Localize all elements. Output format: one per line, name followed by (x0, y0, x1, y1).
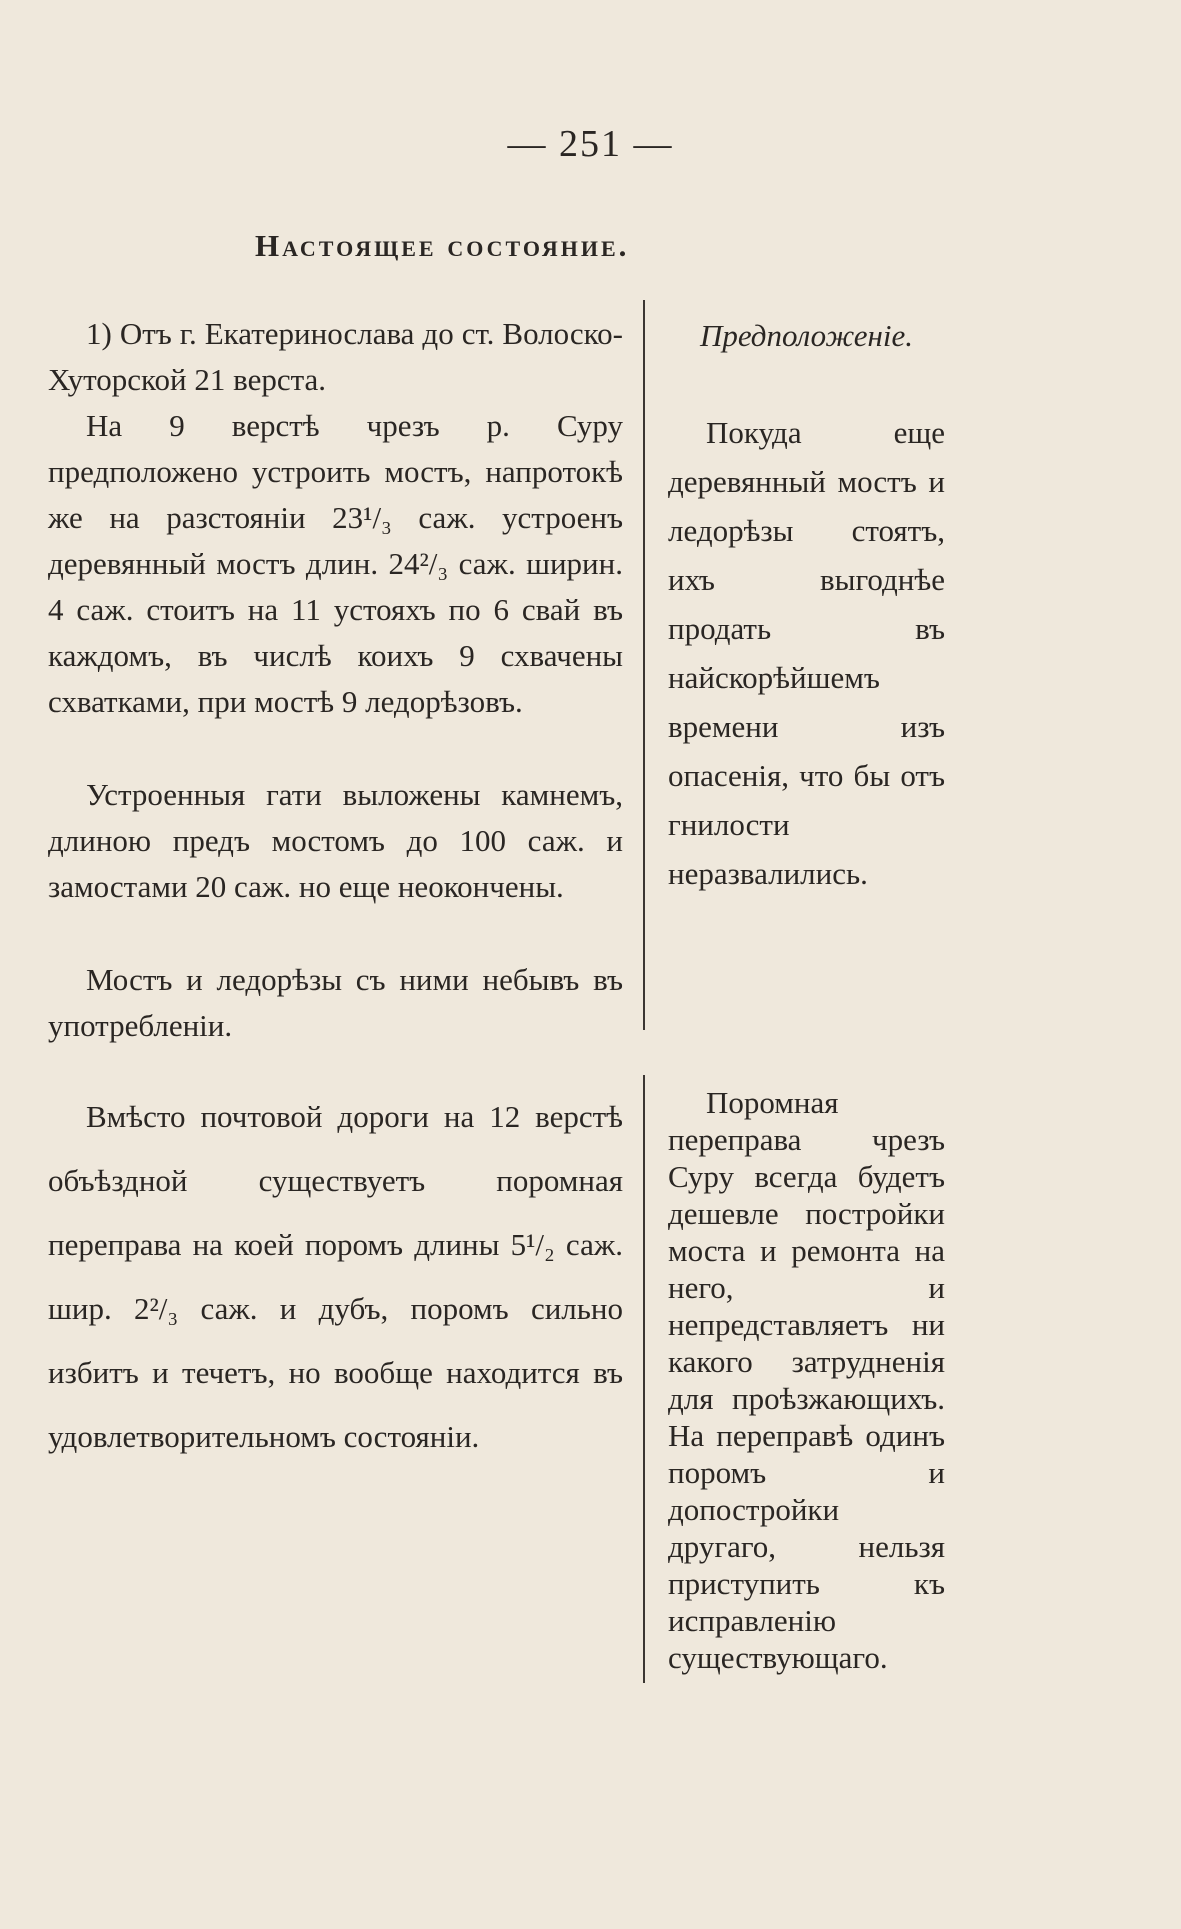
left-column-upper (48, 311, 623, 725)
proposal-paragraph: Поромная переправа чрезъ Суру всегда будетъ дешевле постройки моста и ремонта на него, и непредставляетъ ни какого затрудненія для проѣзжающихъ. На переправѣ одинъ поромъ и допостройки другаго, нельзя приступить къ исправленію существующаго. (668, 1085, 945, 1675)
section-title: Настоящее состояние. (255, 228, 630, 263)
column-divider-lower (643, 1075, 645, 1683)
paragraph: Мостъ и ледорѣзы съ ними небывъ въ употребленіи. (48, 962, 623, 1043)
paragraph: Вмѣсто почтовой дороги на 12 верстѣ объѣздной существуетъ поромная переправа на коей поромъ длины 5¹/₂ саж. шир. 2²/₃ саж. и дубъ, поромъ сильно избитъ и течетъ, но вообще находится въ удовлетворительномъ состояніи. (48, 1099, 623, 1454)
page-number: — 251 — (507, 123, 674, 165)
column-divider (643, 300, 645, 1030)
left-column-middle (48, 772, 623, 910)
paragraph: 1) Отъ г. Екатеринослава до ст. Волоско-Хуторской 21 верста. (48, 316, 623, 397)
proposal-paragraph: Покуда еще деревянный мостъ и ледорѣзы стоятъ, ихъ выгоднѣе продать въ найскорѣйшемъ времени изъ опасенія, что бы отъ гнилости неразвалились. (668, 415, 945, 891)
left-column-note (48, 957, 623, 1049)
proposal-title: Предположеніе. (699, 318, 914, 353)
paragraph: На 9 верстѣ чрезъ р. Суру предположено устроить мостъ, напротокѣ же на разстояніи 23¹/₃ саж. устроенъ деревянный мостъ длин. 24²/₃ саж. ширин. 4 саж. стоитъ на 11 устояхъ по 6 свай въ каждомъ, въ числѣ коихъ 9 схвачены схватками, при мостѣ 9 ледорѣзовъ. (48, 408, 623, 719)
left-column-lower (48, 1085, 623, 1469)
paragraph: Устроенныя гати выложены камнемъ, длиною предъ мостомъ до 100 саж. и замостами 20 саж. но еще неокончены. (48, 777, 623, 904)
